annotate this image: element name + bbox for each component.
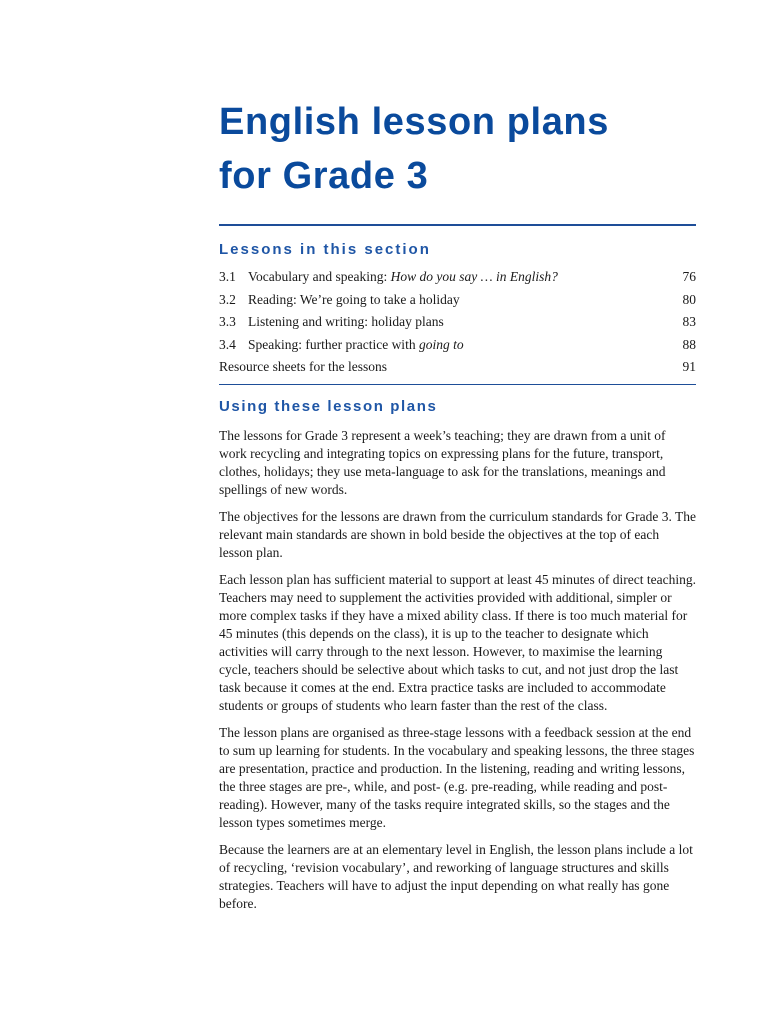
using-section-heading: Using these lesson plans bbox=[219, 397, 438, 415]
toc-page-number: 88 bbox=[682, 336, 696, 352]
body-paragraph: Because the learners are at an elementary level in English, the lesson plans include a lot of recycling, ‘revision vocabulary’, and reworking of language structures and skills strategies. Teachers will have to adjust the input depending on what really has gone before. bbox=[219, 841, 693, 911]
page-title bbox=[219, 95, 696, 203]
toc-title: Vocabulary and speaking: How do you say … in English? bbox=[248, 269, 558, 284]
toc-number: 3.2 bbox=[219, 291, 236, 307]
body-paragraph: The lessons for Grade 3 represent a week’s teaching; they are drawn from a unit of work recycling and integrating topics on expressing plans for the future, transport, clothes, holidays; they use meta-language to ask for the translations, meanings and spellings of new words. bbox=[219, 427, 666, 497]
toc-title: Speaking: further practice with going to bbox=[248, 336, 464, 352]
toc-page-number: 76 bbox=[682, 269, 696, 284]
body-text bbox=[219, 427, 696, 913]
toc-resources-title: Resource sheets for the lessons bbox=[219, 359, 387, 374]
title-line-1: English lesson plans bbox=[219, 101, 609, 143]
toc-page-number: 83 bbox=[682, 314, 696, 329]
toc-page-number: 80 bbox=[682, 291, 696, 307]
toc-number: 3.4 bbox=[219, 336, 236, 352]
toc-page-number: 91 bbox=[682, 359, 696, 374]
toc-title: Listening and writing: holiday plans bbox=[248, 314, 444, 329]
lessons-section-heading: Lessons in this section bbox=[219, 241, 431, 258]
toc-number: 3.3 bbox=[219, 314, 236, 329]
toc-divider bbox=[219, 384, 696, 385]
body-paragraph: The lesson plans are organised as three-stage lessons with a feedback session at the end to sum up learning for students. In the vocabulary and speaking lessons, the three stages are presentation, practice and production. In the listening, reading and writing lessons, the three stages are pre-, while, and post- (e.g. pre-reading, while reading and post-reading). However, many of the tasks require integrated skills, so the stages and the lesson types sometimes merge. bbox=[219, 724, 695, 830]
title-divider bbox=[219, 224, 696, 226]
toc-row-resources bbox=[219, 356, 696, 379]
body-paragraph: The objectives for the lessons are drawn from the curriculum standards for Grade 3. The relevant main standards are shown in bold beside the objectives at the top of each lesson plan. bbox=[219, 508, 696, 560]
toc-title: Reading: We’re going to take a holiday bbox=[248, 291, 460, 307]
body-paragraph: Each lesson plan has sufficient material to support at least 45 minutes of direct teaching. Teachers may need to supplement the activities provided with additional, simpler or more complex tasks if they have a mixed ability class. If there is too much material for 45 minutes (this depends on the class), it is up to the teacher to designate which activities will carry through to the next lesson. However, to maximise the learning cycle, teachers should be selective about which tasks to cut, and not just drop the last task because it comes at the end. Extra practice tasks are included to accommodate students or groups of students who learn faster than the rest of the class. bbox=[219, 571, 696, 713]
toc-row bbox=[219, 311, 696, 334]
toc-row bbox=[219, 266, 696, 289]
toc-row bbox=[219, 289, 696, 312]
toc-number: 3.1 bbox=[219, 269, 236, 284]
lessons-toc bbox=[219, 266, 696, 379]
document-page bbox=[219, 95, 696, 922]
toc-row bbox=[219, 334, 696, 357]
title-line-2: for Grade 3 bbox=[219, 155, 429, 197]
